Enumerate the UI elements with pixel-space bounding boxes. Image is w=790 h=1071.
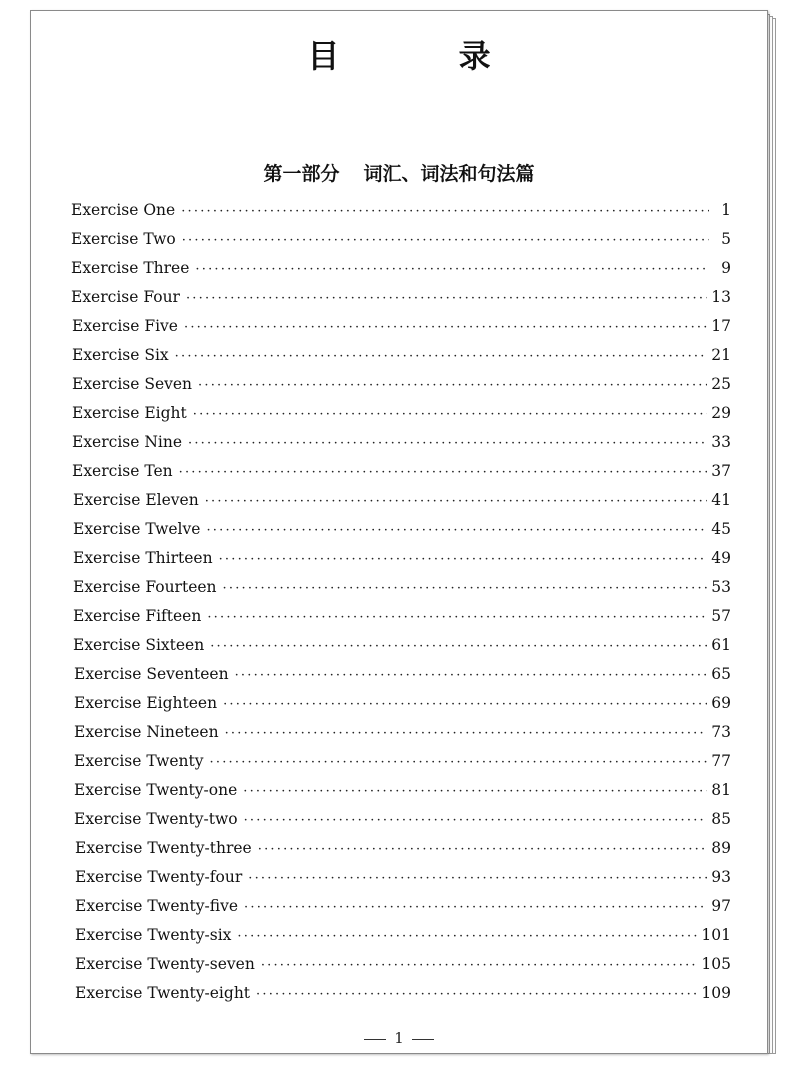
toc-entry-label: Exercise Eleven: [73, 491, 199, 509]
toc-dot-leader: [175, 349, 708, 364]
toc-entry-page: 81: [711, 781, 731, 799]
toc-entry: [71, 259, 731, 283]
toc-dot-leader: [243, 784, 707, 799]
toc-entry-label: Exercise One: [71, 201, 176, 219]
toc-entry-page: 53: [711, 578, 731, 596]
toc-dot-leader: [207, 610, 707, 625]
toc-entry-label: Exercise Twenty-one: [74, 781, 238, 799]
toc-entry-label: Exercise Six: [72, 346, 169, 364]
toc-entry: [72, 404, 731, 428]
toc-dot-leader: [244, 900, 707, 915]
toc-dot-leader: [235, 668, 708, 683]
book-page-stack: [14, 8, 776, 1054]
toc-entry-label: Exercise Twenty-two: [74, 810, 238, 828]
toc-entry-label: Exercise Sixteen: [73, 636, 205, 654]
toc-entry: [75, 897, 731, 921]
toc-entry: [72, 462, 731, 486]
toc-dot-leader: [223, 581, 708, 596]
toc-entry-page: 25: [711, 375, 731, 393]
toc-dot-leader: [181, 204, 709, 219]
toc-entry: [75, 926, 731, 950]
toc-entry-label: Exercise Twenty-six: [75, 926, 232, 944]
toc-dot-leader: [248, 871, 707, 886]
toc-entry: [74, 665, 731, 689]
toc-entry: [74, 694, 731, 718]
section-name: 词汇、词法和句法篇: [363, 163, 535, 185]
toc-entry-page: 49: [711, 549, 731, 567]
toc-entry: [74, 781, 731, 805]
page-title: 目 录: [307, 37, 545, 75]
toc-entry-label: Exercise Eighteen: [74, 694, 218, 712]
toc-entry-label: Exercise Three: [71, 259, 190, 277]
toc-entry-label: Exercise Twenty-three: [75, 839, 252, 857]
toc-entry-label: Exercise Four: [71, 288, 180, 306]
toc-entry: [73, 520, 731, 544]
toc-dot-leader: [205, 494, 708, 509]
toc-entry-page: 33: [711, 433, 731, 451]
toc-entry: [73, 491, 731, 515]
toc-entry-page: 17: [711, 317, 731, 335]
toc-entry-page: 41: [711, 491, 731, 509]
toc-entry-page: 109: [701, 984, 731, 1002]
toc-dot-leader: [198, 378, 707, 393]
toc-entry-label: Exercise Two: [71, 230, 176, 248]
toc-entry-label: Exercise Seven: [72, 375, 193, 393]
toc-entry-page: 77: [711, 752, 731, 770]
toc-entry-page: 101: [701, 926, 731, 944]
toc-entry-label: Exercise Five: [72, 317, 178, 335]
toc-entry: [73, 578, 731, 602]
toc-entry: [75, 955, 731, 979]
toc-entry-label: Exercise Twenty-seven: [75, 955, 255, 973]
toc-entry-label: Exercise Seventeen: [74, 665, 229, 683]
toc-dot-leader: [186, 291, 707, 306]
toc-entry-page: 21: [711, 346, 731, 364]
toc-dot-leader: [210, 639, 707, 654]
toc-entry-label: Exercise Twenty-eight: [75, 984, 251, 1002]
toc-entry-page: 69: [711, 694, 731, 712]
toc-dot-leader: [225, 726, 708, 741]
document-page: [30, 10, 768, 1054]
toc-entry: [74, 723, 731, 747]
toc-entry: [72, 317, 731, 341]
toc-entry-page: 45: [711, 520, 731, 538]
toc-entry: [75, 839, 731, 863]
toc-entry-page: 13: [711, 288, 731, 306]
toc-dot-leader: [206, 523, 707, 538]
toc-entry-label: Exercise Nineteen: [74, 723, 219, 741]
page-footer: [31, 1029, 767, 1047]
section-part: 第一部分: [263, 163, 340, 185]
toc-entry-page: 85: [711, 810, 731, 828]
toc-dot-leader: [261, 958, 698, 973]
toc-entry: [75, 868, 731, 892]
toc-entry: [72, 346, 731, 370]
toc-entry-page: 105: [701, 955, 731, 973]
toc-entry: [71, 201, 731, 225]
toc-dot-leader: [219, 552, 708, 567]
toc-entry-label: Exercise Fifteen: [73, 607, 202, 625]
toc-entry-page: 37: [711, 462, 731, 480]
toc-entry-page: 93: [711, 868, 731, 886]
toc-entry: [73, 636, 731, 660]
toc-entry-page: 97: [711, 897, 731, 915]
toc-entry: [72, 433, 731, 457]
toc-dot-leader: [182, 233, 709, 248]
toc-entry-page: 89: [711, 839, 731, 857]
toc-entry: [74, 810, 731, 834]
toc-entry: [74, 752, 731, 776]
toc-dot-leader: [237, 929, 697, 944]
toc-entry-page: 9: [721, 259, 731, 277]
toc-dot-leader: [188, 436, 707, 451]
toc-entry-label: Exercise Twelve: [73, 520, 201, 538]
toc-entry-page: 73: [711, 723, 731, 741]
toc-entry-page: 61: [711, 636, 731, 654]
toc-entry-page: 29: [711, 404, 731, 422]
toc-entry-label: Exercise Twenty-four: [75, 868, 243, 886]
toc-entry-label: Exercise Fourteen: [73, 578, 217, 596]
toc-dot-leader: [184, 320, 707, 335]
toc-entry: [73, 607, 731, 631]
toc-dot-leader: [210, 755, 708, 770]
toc-entry-page: 5: [721, 230, 731, 248]
toc-entry-page: 57: [711, 607, 731, 625]
toc-entry-label: Exercise Thirteen: [73, 549, 213, 567]
toc-entry-label: Exercise Nine: [72, 433, 183, 451]
toc-entry: [75, 984, 731, 1008]
toc-dot-leader: [223, 697, 707, 712]
toc-entry-page: 1: [721, 201, 731, 219]
toc-entry-label: Exercise Eight: [72, 404, 187, 422]
toc-entry: [71, 230, 731, 254]
toc-dot-leader: [244, 813, 708, 828]
toc-entry: [73, 549, 731, 573]
toc-entry: [71, 288, 731, 312]
section-heading: [31, 159, 767, 186]
toc-entry-label: Exercise Twenty: [74, 752, 204, 770]
toc-dot-leader: [179, 465, 708, 480]
toc-entry-label: Exercise Twenty-five: [75, 897, 239, 915]
toc-dot-leader: [193, 407, 708, 422]
toc-entry-label: Exercise Ten: [72, 462, 173, 480]
toc-dot-leader: [258, 842, 708, 857]
page-number: 1: [394, 1029, 404, 1047]
toc-dot-leader: [195, 262, 709, 277]
toc-entry-page: 65: [711, 665, 731, 683]
toc-entry: [72, 375, 731, 399]
toc-dot-leader: [256, 987, 697, 1002]
